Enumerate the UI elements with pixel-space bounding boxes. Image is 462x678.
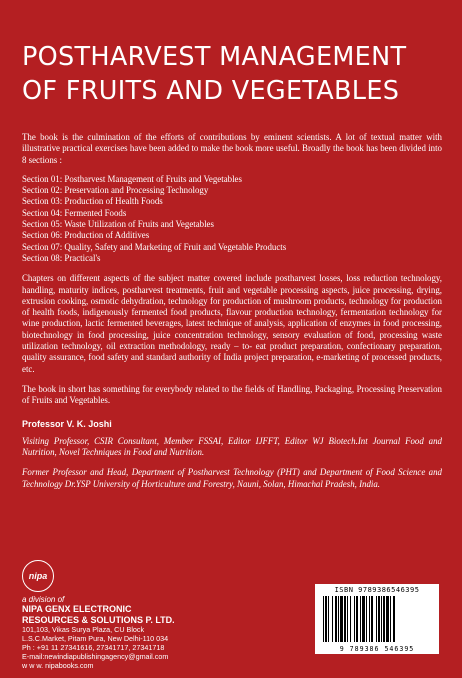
- barcode-bar: [335, 596, 337, 642]
- section-item: Section 01: Postharvest Management of Fruits and Vegetables: [22, 173, 242, 184]
- barcode-number: 9 789386 546395: [339, 645, 415, 653]
- barcode-bar: [369, 596, 370, 642]
- book-title-line-1: POSTHARVEST MANAGEMENT: [22, 42, 407, 72]
- section-item: Section 03: Production of Health Foods: [22, 196, 163, 207]
- barcode-icon: [323, 596, 431, 642]
- publisher-address-1: 101,103, Vikas Surya Plaza, CU Block: [22, 625, 145, 634]
- barcode-bar: [371, 596, 373, 642]
- author-name: Professor V. K. Joshi: [22, 418, 112, 429]
- barcode-bar: [386, 596, 389, 642]
- book-title: [22, 40, 442, 108]
- section-item: Section 06: Production of Additives: [22, 230, 150, 241]
- barcode-bar: [340, 596, 343, 642]
- publisher-website[interactable]: w w w. nipabooks.com: [22, 661, 94, 670]
- barcode-bar: [338, 596, 339, 642]
- section-item: Section 04: Fermented Foods: [22, 207, 127, 218]
- barcode-bar: [356, 596, 358, 642]
- barcode-bar: [332, 596, 333, 642]
- blurb: [22, 132, 442, 490]
- barcode-bar: [360, 596, 361, 642]
- barcode-bar: [328, 596, 329, 642]
- barcode-bar: [383, 596, 385, 642]
- isbn-label: ISBN 9789386546395: [334, 586, 420, 594]
- section-list: [22, 174, 442, 264]
- barcode-bar: [347, 596, 348, 642]
- summary-paragraph: The book in short has something for everybody related to the fields of Handling, Packaging, Processing Preservation of Fruits and Vegetables.: [22, 383, 442, 406]
- barcode-bar: [381, 596, 382, 642]
- publisher-phone: Ph : +91 11 27341616, 27341717, 27341718: [22, 643, 165, 652]
- publisher-address-2: L.S.C.Market, Pitam Pura, New Delhi-110 034: [22, 634, 169, 643]
- author-bio-current: Visiting Professor, CSIR Consultant, Member FSSAI, Editor IJFFT, Editor WJ Biotech.Int Journal Food and Nutrition, Novel Techniques in Food and Nutrition.: [22, 435, 442, 458]
- barcode-bar: [354, 596, 355, 642]
- barcode-bar: [323, 596, 324, 642]
- publisher-name-line-2: RESOURCES & SOLUTIONS P. LTD.: [22, 614, 175, 625]
- publisher-block: [22, 560, 252, 670]
- nipa-logo-icon: [22, 560, 54, 592]
- barcode: [315, 584, 439, 654]
- barcode-bar: [344, 596, 346, 642]
- section-item: Section 07: Quality, Safety and Marketing of Fruit and Vegetable Products: [22, 241, 287, 252]
- barcode-bar: [362, 596, 365, 642]
- section-item: Section 05: Waste Utilization of Fruits and Vegetables: [22, 219, 214, 230]
- section-item: Section 02: Preservation and Processing Technology: [22, 185, 209, 196]
- section-item: Section 08: Practical's: [22, 252, 101, 263]
- barcode-bar: [366, 596, 367, 642]
- chapters-paragraph: Chapters on different aspects of the subject matter covered include postharvest losses, loss reduction technology, handling, maturity indices, postharvest treatments, fruit and vegetable processing aspects, juice processing, drying, extrusion cooking, osmotic dehydration, technology for production of mushroom products, technology for production of health foods, indigenously fermented food products, flavour production technology, fermentation technology for wine production, lactic fermented beverages, latest technique of analysis, application of enzymes in food processing, biotechnology in food processing, juice concentration technology, sensory evaluation of food, processing waste utilization technology, oil extraction methodology, ready – to- eat product preparation, confectionary preparation, quality assurance, food safety and standard authority of India project preparation, e-marketing of processed products, etc.: [22, 273, 442, 374]
- book-title-line-2: OF FRUITS AND VEGETABLES: [22, 76, 400, 106]
- publisher-email[interactable]: E-mail:newindiapublishingagency@gmail.com: [22, 652, 169, 661]
- division-of-label: a division of: [22, 595, 65, 604]
- intro-paragraph: The book is the culmination of the efforts of contributions by eminent scientists. A lot of textual matter with illustrative practical exercises have been added to make the book more useful. Broadly the book has been divided into 8 sections :: [22, 132, 442, 165]
- barcode-bar: [390, 596, 391, 642]
- author-bio-former: Former Professor and Head, Department of Postharvest Technology (PHT) and Department of Food Science and Technology Dr.YSP University of Horticulture and Forestry, Nauni, Solan, Himachal Pradesh, India.: [22, 467, 442, 489]
- logo-text: nipa: [28, 571, 48, 581]
- barcode-bar: [350, 596, 351, 642]
- barcode-bar: [376, 596, 377, 642]
- barcode-bar: [393, 596, 395, 642]
- publisher-name-line-1: NIPA GENX ELECTRONIC: [22, 604, 132, 614]
- barcode-bar: [325, 596, 327, 642]
- barcode-bar: [378, 596, 380, 642]
